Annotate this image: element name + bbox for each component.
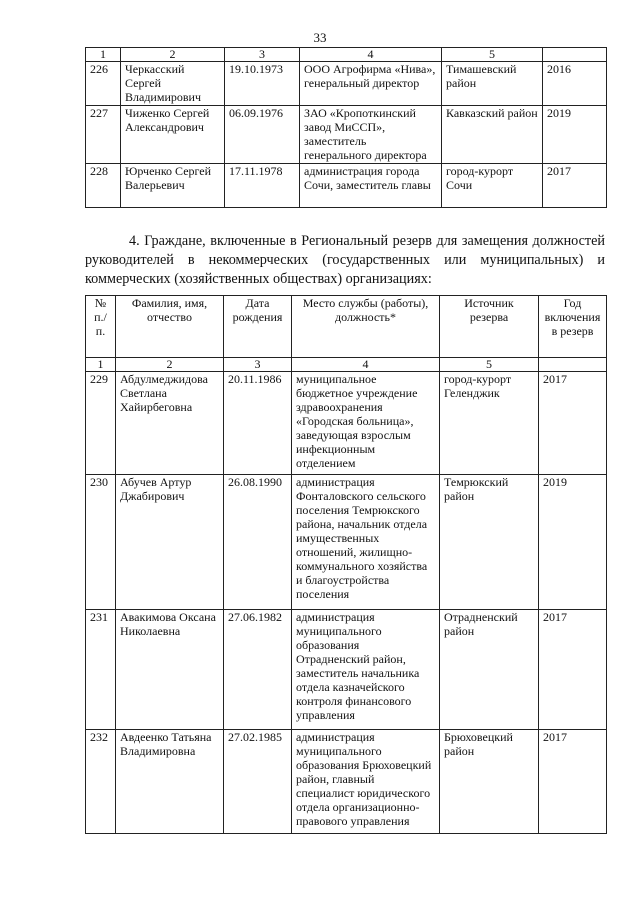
header-inclusion-year: Год включения в резерв bbox=[539, 296, 607, 358]
table-row bbox=[86, 62, 607, 106]
birth-date: 19.10.1973 bbox=[225, 62, 300, 106]
workplace: администрация муниципального образования Отрадненский район, заместитель начальника отдела казначейского контроля финансового управления bbox=[292, 610, 440, 730]
column-number: 5 bbox=[440, 358, 539, 372]
person-name: Чиженко Сергей Александрович bbox=[121, 106, 225, 164]
workplace: ООО Агрофирма «Нива», генеральный директор bbox=[300, 62, 442, 106]
column-number: 3 bbox=[224, 358, 292, 372]
inclusion-year: 2016 bbox=[543, 62, 607, 106]
section-heading bbox=[85, 232, 605, 289]
table-row bbox=[86, 106, 607, 164]
column-number bbox=[539, 358, 607, 372]
table-row bbox=[86, 730, 607, 834]
birth-date: 17.11.1978 bbox=[225, 164, 300, 208]
column-numbers-row bbox=[86, 48, 607, 62]
birth-date: 27.02.1985 bbox=[224, 730, 292, 834]
column-number: 2 bbox=[121, 48, 225, 62]
reserve-source: Тимашевский район bbox=[442, 62, 543, 106]
birth-date: 06.09.1976 bbox=[225, 106, 300, 164]
inclusion-year: 2017 bbox=[539, 610, 607, 730]
row-number: 230 bbox=[86, 475, 116, 610]
inclusion-year: 2017 bbox=[543, 164, 607, 208]
table-row bbox=[86, 164, 607, 208]
workplace: ЗАО «Кропоткинский завод МиССП», заместитель генерального директора bbox=[300, 106, 442, 164]
person-name: Юрченко Сергей Валерьевич bbox=[121, 164, 225, 208]
reserve-table-continued bbox=[85, 47, 607, 208]
column-number: 3 bbox=[225, 48, 300, 62]
reserve-source: Темрюкский район bbox=[440, 475, 539, 610]
inclusion-year: 2017 bbox=[539, 372, 607, 475]
person-name: Абдулмеджидова Светлана Хайирбеговна bbox=[116, 372, 224, 475]
workplace: администрация города Сочи, заместитель главы bbox=[300, 164, 442, 208]
row-number: 229 bbox=[86, 372, 116, 475]
column-number: 1 bbox=[86, 48, 121, 62]
column-number: 2 bbox=[116, 358, 224, 372]
column-number: 4 bbox=[292, 358, 440, 372]
reserve-source: Отрадненский район bbox=[440, 610, 539, 730]
person-name: Черкасский Сергей Владимирович bbox=[121, 62, 225, 106]
section-heading-text: 4. Граждане, включенные в Региональный резерв для замещения должностей руководителей в некоммерческих (государственных или муниципальных) и коммерческих (хозяйственных обществах) организациях: bbox=[85, 233, 605, 287]
header-row-number: № п./п. bbox=[86, 296, 116, 358]
page-number: 33 bbox=[313, 30, 327, 45]
workplace: администрация Фонталовского сельского поселения Темрюкского района, начальник отдела имущественных отношений, жилищно-коммунального хозяйства и благоустройства поселения bbox=[292, 475, 440, 610]
reserve-table-section-4 bbox=[85, 295, 607, 834]
reserve-source: город-курорт Сочи bbox=[442, 164, 543, 208]
row-number: 227 bbox=[86, 106, 121, 164]
inclusion-year: 2017 bbox=[539, 730, 607, 834]
birth-date: 27.06.1982 bbox=[224, 610, 292, 730]
row-number: 232 bbox=[86, 730, 116, 834]
person-name: Авакимова Оксана Николаевна bbox=[116, 610, 224, 730]
person-name: Абучев Артур Джабирович bbox=[116, 475, 224, 610]
table-row bbox=[86, 475, 607, 610]
column-number: 4 bbox=[300, 48, 442, 62]
inclusion-year: 2019 bbox=[543, 106, 607, 164]
row-number: 226 bbox=[86, 62, 121, 106]
person-name: Авдеенко Татьяна Владимировна bbox=[116, 730, 224, 834]
header-birth-date: Дата рождения bbox=[224, 296, 292, 358]
header-name: Фамилия, имя, отчество bbox=[116, 296, 224, 358]
column-numbers-row bbox=[86, 358, 607, 372]
column-number bbox=[543, 48, 607, 62]
reserve-source: город-курорт Геленджик bbox=[440, 372, 539, 475]
birth-date: 26.08.1990 bbox=[224, 475, 292, 610]
inclusion-year: 2019 bbox=[539, 475, 607, 610]
workplace: администрация муниципального образования Брюховецкий район, главный специалист юридического отдела организационно-правового управления bbox=[292, 730, 440, 834]
table-row bbox=[86, 372, 607, 475]
header-reserve-source: Источник резерва bbox=[440, 296, 539, 358]
reserve-source: Кавказский район bbox=[442, 106, 543, 164]
row-number: 228 bbox=[86, 164, 121, 208]
table-row bbox=[86, 610, 607, 730]
reserve-source: Брюховецкий район bbox=[440, 730, 539, 834]
row-number: 231 bbox=[86, 610, 116, 730]
table-header-row bbox=[86, 296, 607, 358]
header-workplace: Место службы (работы), должность* bbox=[292, 296, 440, 358]
column-number: 5 bbox=[442, 48, 543, 62]
birth-date: 20.11.1986 bbox=[224, 372, 292, 475]
workplace: муниципальное бюджетное учреждение здравоохранения «Городская больница», заведующая взрослым инфекционным отделением bbox=[292, 372, 440, 475]
column-number: 1 bbox=[86, 358, 116, 372]
